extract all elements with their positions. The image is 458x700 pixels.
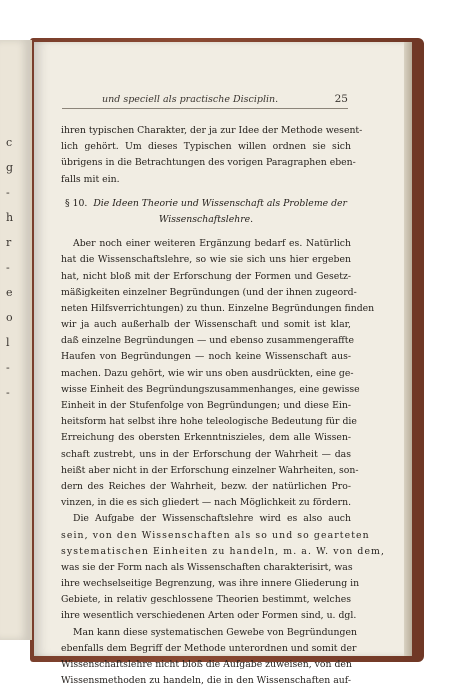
- text-line: daß einzelne Begründungen — und ebenso zusammengeraffte: [61, 335, 354, 347]
- text-line: hat, nicht bloß mit der Erforschung der Formen und Gesetz-: [61, 270, 351, 282]
- text-line: vinzen, in die es sich gliedert — nach Möglichkeit zu fördern.: [61, 497, 352, 509]
- paragraph-3: [61, 511, 386, 624]
- text-line: ebenfalls dem Begriff der Methode unterordnen und somit der: [61, 642, 357, 654]
- fragment: h: [6, 211, 14, 224]
- text-line: dern des Reiches der Wahrheit, bezw. der natürlichen Pro-: [61, 480, 351, 492]
- text-line: lich gehört. Um dieses Typischen willen ordnen sie sich: [61, 141, 351, 153]
- fragment: -: [6, 386, 10, 399]
- fragment: -: [6, 261, 10, 274]
- text-line: sein, von den Wissenschaften als so und so gearteten: [61, 529, 370, 541]
- text-line: was sie der Form nach als Wissenschaften charakterisirt, was: [61, 561, 353, 573]
- fragment: c: [6, 136, 13, 149]
- page-edge-shadow: [404, 42, 412, 656]
- paragraph-4: [61, 625, 357, 690]
- fragment: o: [6, 311, 13, 324]
- page-body: [61, 123, 386, 689]
- section-number: § 10.: [65, 197, 88, 209]
- text-line: neten Hilfsverrichtungen) zu thun. Einzelne Begründungen finden: [61, 302, 375, 314]
- section-title-line-1: Die Ideen Theorie und Wissenschaft als Probleme der: [93, 197, 347, 209]
- text-line: Aber noch einer weiteren Ergänzung bedarf es. Natürlich: [73, 238, 351, 250]
- text-line: wisse Einheit des Begründungszusammenhanges, eine gewisse: [61, 383, 360, 395]
- fragment: e: [6, 286, 13, 299]
- text-line: Einheit in der Stufenfolge von Begründungen; und diese Ein-: [61, 400, 351, 411]
- text-line: heißt aber nicht in der Erforschung einzelner Wahrheiten, son-: [61, 464, 359, 476]
- text-line: mäßigkeiten einzelner Begründungen (und der ihnen zugeord-: [61, 286, 357, 298]
- text-line: Die Aufgabe der Wissenschaftslehre wird es also auch: [73, 513, 351, 525]
- text-line: hat die Wissenschaftslehre, so wie sie sich uns hier ergeben: [61, 254, 351, 266]
- text-line: schaft zustrebt, uns in der Erforschung der Wahrheit — das: [61, 448, 351, 460]
- text-line: Wissenschaftslehre nicht bloß die Aufgabe zuweisen, von den: [61, 659, 352, 670]
- text-line: Haufen von Begründungen — noch keine Wissenschaft aus-: [61, 351, 351, 363]
- text-line: ihre wechselseitige Begrenzung, was ihre innere Gliederung in: [61, 578, 360, 590]
- text-line: falls mit ein.: [61, 173, 120, 185]
- text-line: Gebiete, in relativ geschlossene Theorien bestimmt, welches: [61, 594, 351, 606]
- text-line: Wissensmethoden zu handeln, die in den Wissenschaften auf-: [61, 675, 351, 687]
- fragment: g: [6, 161, 14, 174]
- running-title: und speciell als practische Disciplin.: [102, 94, 279, 105]
- fragment: r: [6, 236, 12, 249]
- fragment: l: [6, 336, 10, 349]
- text-line: ihre wesentlich verschiedenen Arten oder Formen sind, u. dgl.: [61, 610, 357, 622]
- running-header: [62, 94, 348, 109]
- page-number: 25: [334, 93, 348, 105]
- left-page-fragments: [6, 130, 24, 405]
- paragraph-1: [61, 123, 363, 188]
- text-line: systematischen Einheiten zu handeln, m. a. W. von dem,: [61, 545, 386, 557]
- left-page-edge: [0, 40, 32, 640]
- text-line: heitsform hat selbst ihre hohe teleologische Bedeutung für die: [61, 416, 357, 428]
- fragment: -: [6, 361, 10, 374]
- text-line: übrigens in die Betrachtungen des vorigen Paragraphen eben-: [61, 157, 356, 169]
- text-line: wir ja auch außerhalb der Wissenschaft und somit ist klar,: [61, 319, 351, 331]
- section-title-line-2: Wissenschaftslehre.: [158, 213, 254, 225]
- section-heading: [61, 196, 351, 212]
- text-line: Man kann diese systematischen Gewebe von Begründungen: [73, 626, 357, 638]
- text-line: machen. Dazu gehört, wie wir uns oben ausdrückten, eine ge-: [61, 367, 354, 379]
- fragment: -: [6, 186, 10, 199]
- paragraph-2: [61, 236, 375, 511]
- text-line: ihren typischen Charakter, der ja zur Idee der Methode wesent-: [61, 125, 363, 136]
- text-line: Erreichung des obersten Erkenntniszieles, dem alle Wissen-: [61, 432, 351, 444]
